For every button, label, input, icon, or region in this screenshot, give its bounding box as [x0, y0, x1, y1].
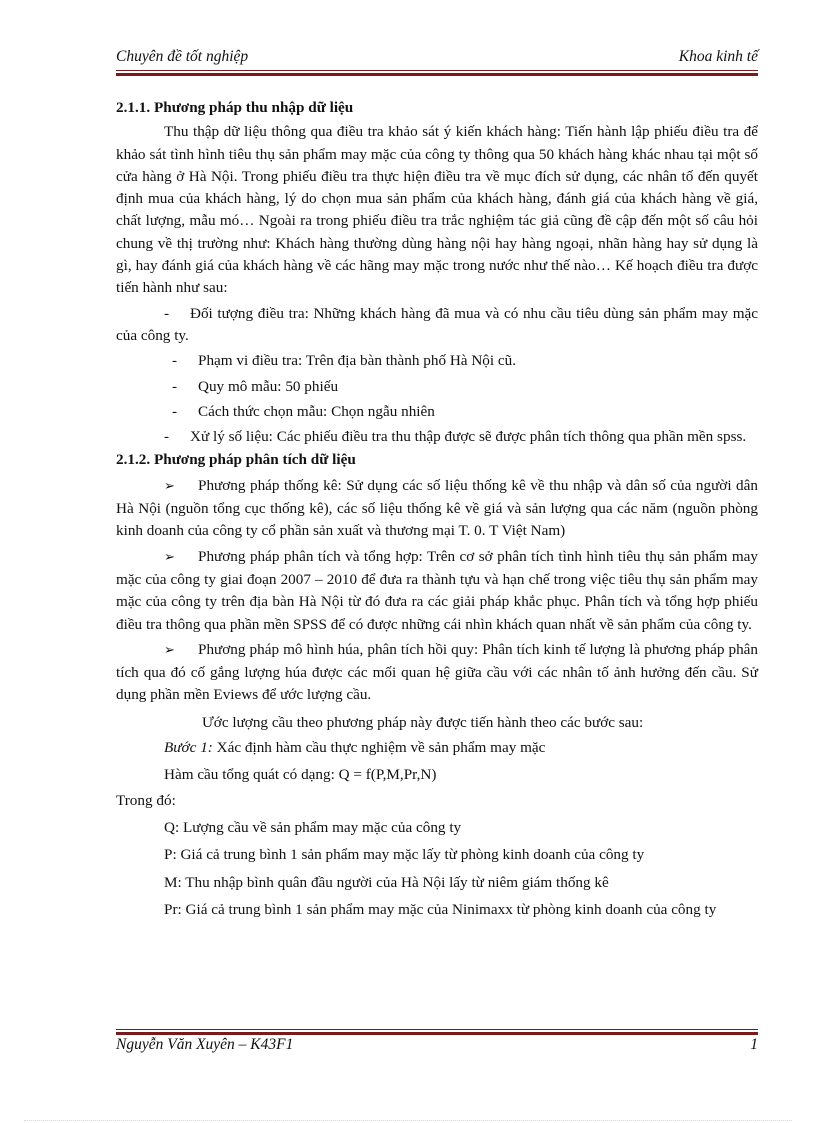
definition-item: Q: Lượng cầu về sản phẩm may mặc của công ty [164, 818, 462, 836]
list-item-text: Phạm vi điều tra: Trên địa bàn thành phố Hà Nội cũ. [198, 352, 517, 370]
arrow-bullet-icon: ➢ [164, 549, 175, 565]
header-faculty: Khoa kinh tế [678, 48, 758, 65]
definition-item: M: Thu nhập bình quân đầu người của Hà Nội lấy từ niêm giám thống kê [164, 873, 609, 891]
where-label: Trong đó: [116, 791, 176, 809]
step-1-label: Bước 1: [164, 739, 213, 757]
method-item [116, 546, 758, 636]
header-title: Chuyên đề tốt nghiệp [116, 48, 249, 65]
method-item-text: Phương pháp thống kê: Sử dụng các số liệu thống kê về thu nhập và dân số của người dân Hà Nội (nguồn tổng cục thống kê), các số liệu thống kê về giá và sản lượng qua các năm (nguồn phòng kinh doanh của công ty cổ phần sản xuất và thương mại T. 0. T Việt Nam) [116, 476, 758, 540]
section-heading-2-1-2: 2.1.2. Phương pháp phân tích dữ liệu [116, 451, 356, 469]
definition-item: Pr: Giá cả trung bình 1 sản phẩm may mặc của Ninimaxx từ phòng kinh doanh của công ty [164, 900, 717, 918]
list-item [116, 426, 758, 448]
list-item [116, 350, 758, 372]
list-item-text: Cách thức chọn mẫu: Chọn ngẫu nhiên [198, 402, 435, 420]
dash-bullet: - [172, 402, 178, 420]
step-1 [116, 737, 758, 759]
footer-author: Nguyễn Văn Xuyên – K43F1 [116, 1036, 294, 1053]
method-item [116, 639, 758, 707]
method-item [116, 475, 758, 543]
steps-intro: Ước lượng cầu theo phương pháp này được tiến hành theo các bước sau: [202, 713, 644, 731]
arrow-bullet-icon: ➢ [164, 478, 175, 494]
list-item [116, 303, 758, 348]
list-item-text: Xử lý số liệu: Các phiếu điều tra thu thập được sẽ được phân tích thông qua phần mền spss. [190, 428, 747, 446]
page-edge-divider [24, 1120, 792, 1121]
dash-bullet: - [164, 304, 170, 322]
method-item-text: Phương pháp phân tích và tổng hợp: Trên cơ sở phân tích tình hình tiêu thụ sản phẩm may mặc của công ty giai đoạn 2007 – 2010 để đưa ra thành tựu và hạn chế trong việc tiêu thụ sản phẩm may mặc của công ty trên địa bàn Hà Nội từ đó đưa ra các giải pháp khắc phục. Phân tích và tổng hợp phiếu điều tra thông qua phần mền SPSS để có được những cái nhìn khách quan nhất về sản phẩm của công ty. [116, 547, 758, 633]
footer-rule [116, 1029, 758, 1035]
dash-bullet: - [172, 377, 178, 395]
demand-formula: Hàm cầu tổng quát có dạng: Q = f(P,M,Pr,N) [164, 766, 437, 784]
list-item-text: Quy mô mẫu: 50 phiếu [198, 377, 339, 395]
page-header [116, 48, 758, 70]
list-item [116, 376, 758, 398]
paragraph-data-collection: Thu thập dữ liệu thông qua điều tra khảo sát ý kiến khách hàng: Tiến hành lập phiếu điều tra để khảo sát tình hình tiêu thụ sản phẩm may mặc của công ty thông qua 50 khách hàng khác nhau tại một số cửa hàng ở Hà Nội. Trong phiếu điều tra thực hiện điều tra về mục đích sử dụng, các nhân tố đến quyết định mua của khách hàng, lý do chọn mua sản phẩm của khách hàng, đánh giá của khách hàng về giá, chất lượng, mẫu mó… Ngoài ra trong phiếu điều tra trắc nghiệm tác giả cũng đề cập đến một số câu hỏi chung về thị trường như: Khách hàng thường dùng hàng nội hay hàng ngoại, nhãn hàng hay sử dụng là gì, hay đánh giá của khách hàng về các hãng may mặc trong nước như thế nào… Kế hoạch điều tra được tiến hành như sau: [116, 123, 758, 297]
dash-bullet: - [172, 352, 178, 370]
header-rule [116, 70, 758, 76]
dash-bullet: - [164, 428, 170, 446]
method-item-text: Phương pháp mô hình húa, phân tích hồi quy: Phân tích kinh tế lượng là phương pháp phân tích qua đó cố gắng lượng húa được các mối quan hệ giữa cầu với các nhân tố ảnh hưởng đến cầu. Sử dụng phần mền Eviews để ước lượng cầu. [116, 640, 758, 704]
section-heading-2-1-1: 2.1.1. Phương pháp thu nhập dữ liệu [116, 99, 354, 116]
step-1-text: Xác định hàm cầu thực nghiệm về sản phẩm may mặc [212, 739, 546, 757]
list-item [116, 401, 758, 423]
page-footer [116, 1036, 758, 1058]
arrow-bullet-icon: ➢ [164, 642, 175, 658]
definition-item: P: Giá cả trung bình 1 sản phẩm may mặc lấy từ phòng kinh doanh của công ty [164, 846, 645, 864]
list-item-text: Đối tượng điều tra: Những khách hàng đã mua và có nhu cầu tiêu dùng sản phẩm may mặc của công ty. [116, 304, 758, 344]
document-body [116, 96, 758, 921]
page-number: 1 [750, 1036, 758, 1053]
